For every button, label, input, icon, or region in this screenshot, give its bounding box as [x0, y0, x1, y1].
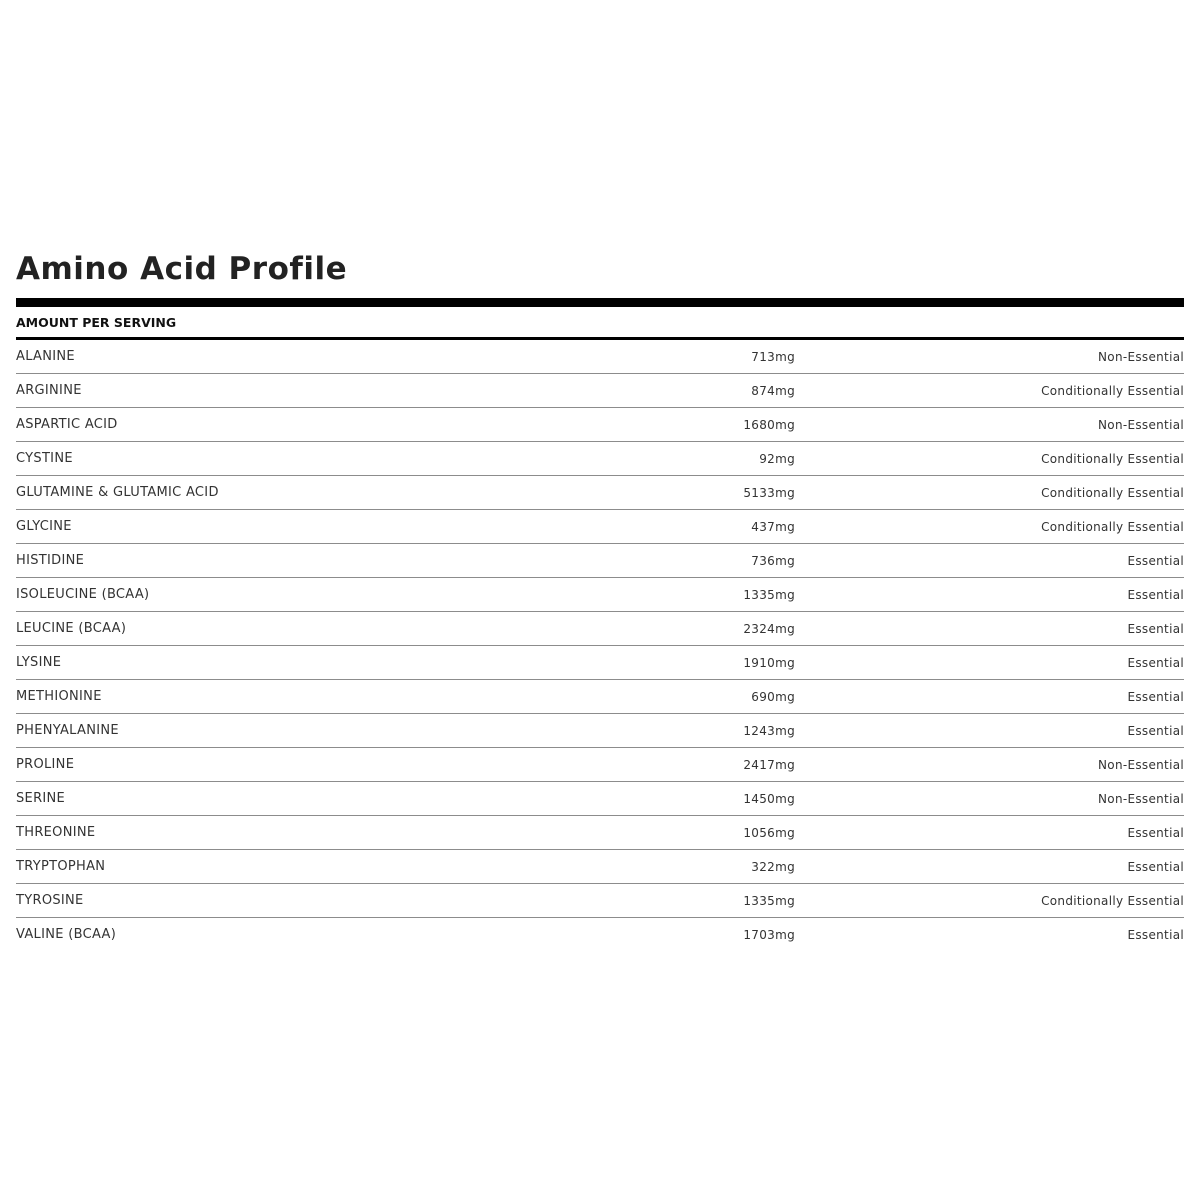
amino-acid-amount: 92mg [759, 451, 795, 466]
amino-acid-classification: Non-Essential [1098, 349, 1184, 364]
amino-acid-name: VALINE (BCAA) [16, 927, 117, 942]
amino-acid-name: ALANINE [16, 349, 75, 364]
amino-acid-classification: Essential [1127, 621, 1184, 636]
table-row [16, 476, 1184, 510]
amino-acid-amount: 874mg [751, 383, 795, 398]
amino-acid-name: PROLINE [16, 757, 75, 772]
amino-acid-amount: 322mg [751, 859, 795, 874]
amount-per-serving-label: AMOUNT PER SERVING [16, 314, 177, 330]
amino-acid-classification: Conditionally Essential [1041, 451, 1184, 466]
amino-acid-classification: Essential [1127, 553, 1184, 568]
amino-acid-amount: 437mg [751, 519, 795, 534]
table-row [16, 578, 1184, 612]
amino-acid-classification: Conditionally Essential [1041, 383, 1184, 398]
table-row [16, 510, 1184, 544]
table-row [16, 884, 1184, 918]
amino-acid-amount: 2324mg [743, 621, 795, 636]
amino-acid-amount: 1680mg [743, 417, 795, 432]
amino-acid-name: CYSTINE [16, 451, 73, 466]
amino-acid-name: PHENYALANINE [16, 723, 119, 738]
amino-acid-amount: 1910mg [743, 655, 795, 670]
table-row [16, 850, 1184, 884]
amino-acid-classification: Essential [1127, 825, 1184, 840]
table-row [16, 442, 1184, 476]
table-row [16, 646, 1184, 680]
title-divider [16, 298, 1184, 307]
amino-acid-amount: 2417mg [743, 757, 795, 772]
amino-acid-name: ASPARTIC ACID [16, 417, 118, 432]
table-row [16, 374, 1184, 408]
amino-acid-name: ISOLEUCINE (BCAA) [16, 587, 150, 602]
amino-acid-classification: Conditionally Essential [1041, 893, 1184, 908]
amino-acid-amount: 1056mg [743, 825, 795, 840]
amino-acid-table [16, 340, 1184, 951]
amino-acid-name: LEUCINE (BCAA) [16, 621, 127, 636]
amino-acid-amount: 5133mg [743, 485, 795, 500]
table-header [16, 307, 1184, 340]
amino-acid-amount: 1243mg [743, 723, 795, 738]
amino-acid-name: METHIONINE [16, 689, 102, 704]
amino-acid-name: SERINE [16, 791, 66, 806]
amino-acid-classification: Essential [1127, 587, 1184, 602]
amino-acid-amount: 1335mg [743, 587, 795, 602]
amino-acid-amount: 736mg [751, 553, 795, 568]
amino-acid-amount: 1335mg [743, 893, 795, 908]
table-row [16, 748, 1184, 782]
amino-acid-classification: Essential [1127, 689, 1184, 704]
amino-acid-name: TRYPTOPHAN [16, 859, 106, 874]
amino-acid-panel [16, 246, 1184, 951]
amino-acid-classification: Non-Essential [1098, 757, 1184, 772]
table-row [16, 816, 1184, 850]
amino-acid-amount: 713mg [751, 349, 795, 364]
amino-acid-name: HISTIDINE [16, 553, 85, 568]
amino-acid-classification: Non-Essential [1098, 417, 1184, 432]
amino-acid-classification: Conditionally Essential [1041, 519, 1184, 534]
amino-acid-name: GLYCINE [16, 519, 72, 534]
table-row [16, 612, 1184, 646]
table-row [16, 680, 1184, 714]
amino-acid-classification: Essential [1127, 927, 1184, 942]
amino-acid-amount: 1703mg [743, 927, 795, 942]
amino-acid-name: TYROSINE [16, 893, 84, 908]
amino-acid-classification: Essential [1127, 655, 1184, 670]
page-title: Amino Acid Profile [16, 251, 348, 287]
amino-acid-name: LYSINE [16, 655, 62, 670]
amino-acid-classification: Non-Essential [1098, 791, 1184, 806]
table-row [16, 408, 1184, 442]
amino-acid-classification: Essential [1127, 723, 1184, 738]
table-row [16, 544, 1184, 578]
amino-acid-classification: Essential [1127, 859, 1184, 874]
amino-acid-name: THREONINE [16, 825, 96, 840]
amino-acid-amount: 690mg [751, 689, 795, 704]
table-row [16, 918, 1184, 951]
amino-acid-amount: 1450mg [743, 791, 795, 806]
amino-acid-name: GLUTAMINE & GLUTAMIC ACID [16, 485, 219, 500]
table-row [16, 782, 1184, 816]
table-row [16, 340, 1184, 374]
amino-acid-name: ARGININE [16, 383, 82, 398]
amino-acid-classification: Conditionally Essential [1041, 485, 1184, 500]
table-row [16, 714, 1184, 748]
